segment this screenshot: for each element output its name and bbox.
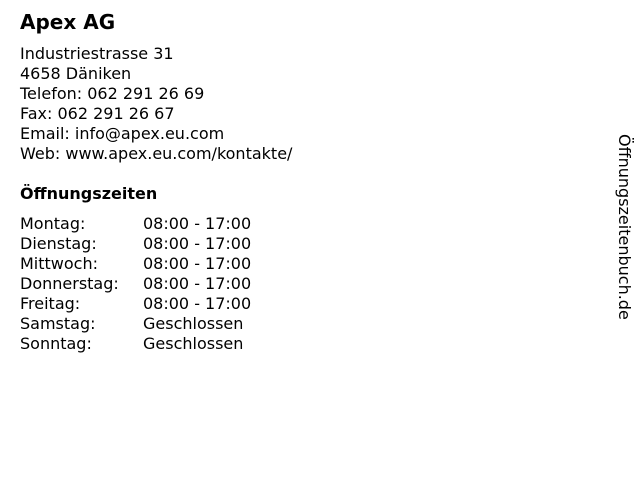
opening-hours-table: [20, 214, 251, 354]
time-value: 08:00 - 17:00: [143, 294, 252, 313]
time-value: 08:00 - 17:00: [143, 274, 252, 293]
postal-city: 4658 Däniken: [20, 64, 132, 83]
hours-row-friday: [20, 294, 251, 314]
hours-row-saturday: [20, 314, 251, 334]
day-label: Mittwoch:: [20, 254, 98, 273]
day-label: Montag:: [20, 214, 86, 233]
day-label: Donnerstag:: [20, 274, 119, 293]
email-address: Email: info@apex.eu.com: [20, 124, 225, 143]
website-url: Web: www.apex.eu.com/kontakte/: [20, 144, 293, 163]
hours-row-tuesday: [20, 234, 251, 254]
time-value: Geschlossen: [143, 314, 244, 333]
opening-hours-heading: Öffnungszeiten: [20, 184, 158, 203]
contact-block: [20, 44, 292, 164]
hours-row-sunday: [20, 334, 251, 354]
time-value: 08:00 - 17:00: [143, 214, 252, 233]
hours-row-thursday: [20, 274, 251, 294]
time-value: 08:00 - 17:00: [143, 234, 252, 253]
fax-number: Fax: 062 291 26 67: [20, 104, 175, 123]
hours-row-wednesday: [20, 254, 251, 274]
day-label: Freitag:: [20, 294, 81, 313]
day-label: Samstag:: [20, 314, 96, 333]
company-name: Apex AG: [20, 10, 116, 34]
day-label: Dienstag:: [20, 234, 97, 253]
hours-row-monday: [20, 214, 251, 234]
day-label: Sonntag:: [20, 334, 92, 353]
phone-number: Telefon: 062 291 26 69: [20, 84, 205, 103]
street-address: Industriestrasse 31: [20, 44, 174, 63]
site-watermark: Öffnungszeitenbuch.de: [615, 134, 634, 320]
time-value: 08:00 - 17:00: [143, 254, 252, 273]
time-value: Geschlossen: [143, 334, 244, 353]
